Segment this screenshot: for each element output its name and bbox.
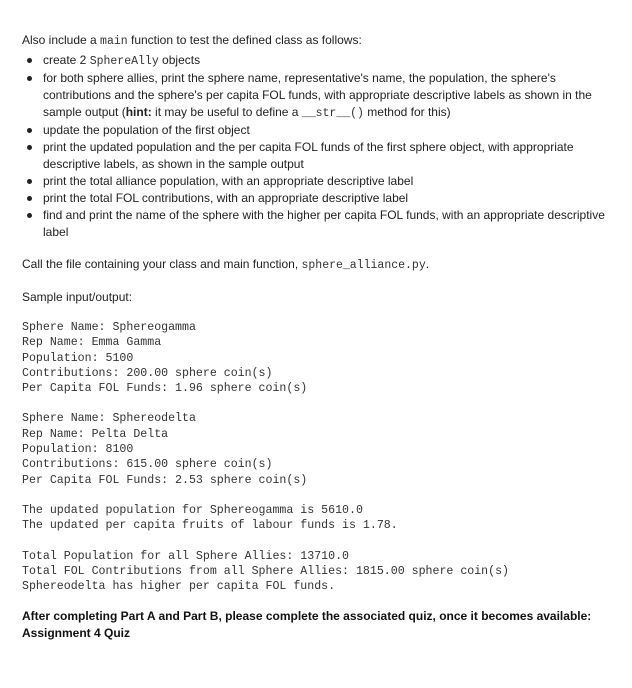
output-block-1 bbox=[22, 320, 622, 396]
requirements-list bbox=[22, 52, 622, 241]
output-line: Rep Name: Emma Gamma bbox=[22, 336, 162, 350]
quiz-title: Assignment 4 Quiz bbox=[22, 626, 131, 641]
sample-output bbox=[22, 320, 622, 594]
output-block-3 bbox=[22, 503, 622, 534]
intro-text-end: function to test the defined class as follows: bbox=[127, 33, 362, 47]
bullet-icon bbox=[27, 58, 32, 63]
output-line: Sphereodelta has higher per capita FOL funds. bbox=[22, 580, 336, 594]
bullet-text: find and print the name of the sphere with the higher per capita FOL funds, with an appropriate descriptive label bbox=[43, 208, 605, 239]
sample-label: Sample input/output: bbox=[22, 290, 133, 304]
output-line: Contributions: 200.00 sphere coin(s) bbox=[22, 366, 273, 380]
bullet-text: create 2 bbox=[43, 53, 90, 67]
quiz-note bbox=[22, 608, 622, 642]
bullet-text: update the population of the first object bbox=[43, 123, 250, 137]
bullet-text: print the total FOL contributions, with an appropriate descriptive label bbox=[43, 191, 409, 205]
output-line: Population: 8100 bbox=[22, 443, 134, 457]
output-line: Per Capita FOL Funds: 1.96 sphere coin(s) bbox=[22, 382, 308, 396]
output-line: Per Capita FOL Funds: 2.53 sphere coin(s) bbox=[22, 473, 308, 487]
output-line: Rep Name: Pelta Delta bbox=[22, 427, 169, 441]
list-item bbox=[22, 52, 622, 70]
output-line: Total Population for all Sphere Allies: 13710.0 bbox=[22, 549, 349, 563]
output-line: The updated population for Sphereogamma is 5610.0 bbox=[22, 503, 363, 517]
bullet-icon bbox=[27, 145, 32, 150]
filename-code: sphere_alliance.py bbox=[301, 259, 426, 272]
quiz-note-text: After completing Part A and Part B, please complete the associated quiz, once it becomes available: bbox=[22, 609, 592, 624]
document bbox=[22, 32, 622, 642]
bullet-text: print the total alliance population, with an appropriate descriptive label bbox=[43, 174, 414, 188]
output-line: Sphere Name: Sphereogamma bbox=[22, 321, 196, 334]
bullet-icon bbox=[27, 128, 32, 133]
output-line: Sphere Name: Sphereodelta bbox=[22, 412, 196, 426]
bullet-icon bbox=[27, 196, 32, 201]
filename-paragraph bbox=[22, 256, 622, 274]
output-line: Population: 5100 bbox=[22, 351, 134, 365]
intro-text: Also include a bbox=[22, 33, 101, 47]
hint-label: hint: bbox=[125, 105, 152, 119]
str-method-code: __str__() bbox=[301, 107, 364, 120]
bullet-text-mid: it may be useful to define a bbox=[151, 105, 302, 119]
output-line: Total FOL Contributions from all Sphere Allies: 1815.00 sphere coin(s) bbox=[22, 564, 510, 578]
list-item bbox=[22, 190, 622, 207]
intro-paragraph bbox=[22, 32, 622, 50]
bullet-icon bbox=[27, 76, 32, 81]
list-item bbox=[22, 139, 622, 173]
output-line: The updated per capita fruits of labour funds is 1.78. bbox=[22, 519, 398, 533]
output-line: Contributions: 615.00 sphere coin(s) bbox=[22, 458, 273, 472]
bullet-icon bbox=[27, 179, 32, 184]
class-code: SphereAlly bbox=[89, 55, 159, 68]
list-item bbox=[22, 122, 622, 139]
bullet-text-end: objects bbox=[158, 53, 201, 67]
list-item bbox=[22, 70, 622, 122]
bullet-icon bbox=[27, 213, 32, 218]
output-block-2 bbox=[22, 411, 622, 487]
list-item bbox=[22, 173, 622, 190]
filename-text-end: . bbox=[425, 257, 430, 271]
filename-text: Call the file containing your class and main function, bbox=[22, 257, 302, 271]
bullet-text: for both sphere allies, print the sphere name, representative's name, the population, the sphere's contributions and the sphere's per capita FOL funds, with appropriate descriptive labels as shown in the sample output ( bbox=[43, 71, 592, 119]
output-block-4 bbox=[22, 549, 622, 595]
bullet-text-end: method for this) bbox=[363, 105, 451, 119]
list-item bbox=[22, 207, 622, 241]
main-code: main bbox=[100, 35, 128, 48]
bullet-text: print the updated population and the per capita FOL funds of the first sphere object, with appropriate descriptive labels, as shown in the sample output bbox=[43, 140, 574, 171]
